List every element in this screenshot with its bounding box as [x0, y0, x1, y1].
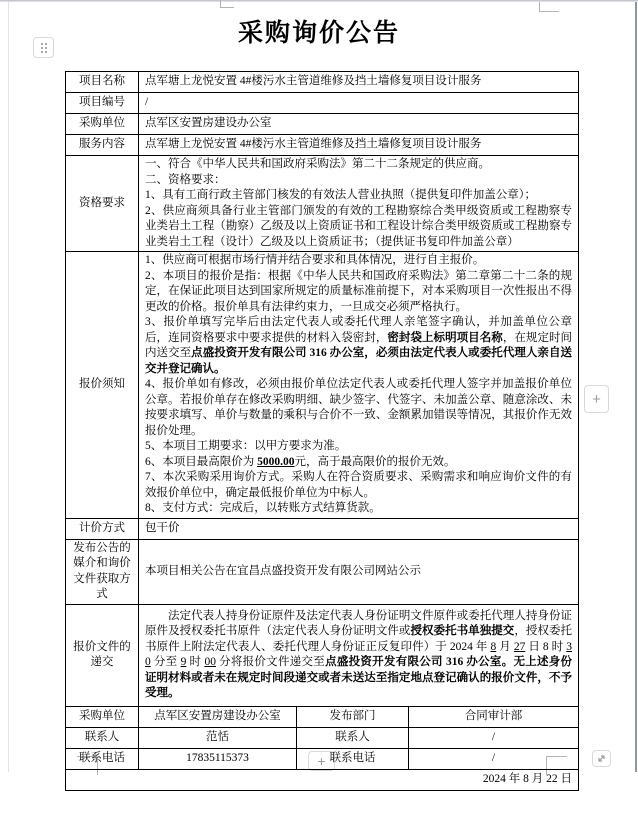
paragraph: 5、本项目工期要求：以甲方要求为准。: [145, 440, 347, 452]
row-value[interactable]: 范恬: [139, 727, 297, 748]
row-value[interactable]: /: [139, 93, 579, 114]
row-value[interactable]: 点军塘上龙悦安置 4#楼污水主管道维修及挡土墙修复项目设计服务: [139, 135, 579, 156]
table-row-announcement-media: [66, 539, 579, 604]
row-label[interactable]: 资格要求: [66, 156, 139, 252]
row-label[interactable]: 采购单位: [66, 114, 139, 135]
table-row-contact-unit: [66, 706, 579, 727]
row-label[interactable]: 联系电话: [297, 748, 409, 769]
row-label[interactable]: 项目名称: [66, 72, 139, 93]
row-label[interactable]: 联系电话: [66, 748, 139, 769]
row-value[interactable]: 点军区安置房建设办公室: [139, 706, 297, 727]
row-label[interactable]: 联系人: [66, 727, 139, 748]
expand-table-button[interactable]: [592, 750, 611, 767]
row-value[interactable]: [139, 252, 579, 519]
row-label[interactable]: 服务内容: [66, 135, 139, 156]
row-value[interactable]: 包干价: [139, 518, 579, 539]
paragraph: 3、报价单填写完毕后由法定代表人或委托代理人亲笔签字确认，并加盖单位公章后，连同资格要求中要求提供的材料入袋密封，密封袋上标明项目名称，在规定时间内送交至点盛投资开发有限公司 316 办公室，必须由法定代表人或委托代理人亲自送交并登记确认。: [145, 316, 573, 375]
row-value[interactable]: /: [409, 727, 579, 748]
paragraph: 1、供应商可根据市场行情并结合要求和具体情况，进行自主报价。: [145, 254, 485, 266]
table-row-project-number: [66, 93, 579, 114]
table-row-pricing-method: [66, 518, 579, 539]
paragraph: 4、报价单如有修改，必须由报价单位法定代表人或委托代理人签字并加盖报价单位公章。若报价单存在修改采购明细、缺少签字、代签字、未加盖公章、随意涂改、未按要求填写、单价与数量的乘积与合价不一致、金额累加错误等情况，其报价作无效报价处理。: [145, 378, 573, 437]
table-row-purchaser: [66, 114, 579, 135]
paragraph: 1、具有工商行政主管部门核发的有效法人营业执照（提供复印件加盖公章）；: [145, 189, 536, 201]
row-label[interactable]: 报价文件的递交: [66, 604, 139, 706]
row-label[interactable]: 计价方式: [66, 518, 139, 539]
table-row-project-name: [66, 72, 579, 93]
table-row-contact-person: [66, 727, 579, 748]
page-left-edge: [8, 2, 9, 772]
paragraph: 二、资格要求：: [145, 173, 226, 186]
crop-mark-top-left: [220, 0, 234, 8]
row-value[interactable]: 本项目相关公告在宜昌点盛投资开发有限公司网站公示: [139, 539, 579, 604]
table-row-contact-phone: [66, 748, 579, 769]
table-row-quotation-notice: [66, 252, 579, 519]
paragraph: 一、符合《中华人民共和国政府采购法》第二十二条规定的供应商。: [145, 158, 490, 170]
row-value[interactable]: 合同审计部: [409, 706, 579, 727]
add-row-button[interactable]: +: [308, 751, 335, 771]
announcement-date[interactable]: 2024 年 8 月 22 日: [66, 769, 579, 790]
paragraph: 法定代表人持身份证原件及法定代表人身份证明文件原件或委托代理人持身份证原件及授权委托书原件（法定代表人身份证明文件或授权委托书单独提交，授权委托书原件上附法定代表人、委托代理人身份证正反复印件）于 2024 年 8 月 27 日 8 时 30 分至 9 时 00 分将报价文件递交至点盛投资开发有限公司 316 办公室。无上述身份证明材料或者未在规定时间段递交或者未送达至指定地点登记确认的报价文件，不予受理。: [145, 609, 573, 699]
add-column-button[interactable]: +: [584, 385, 609, 413]
row-label[interactable]: 项目编号: [66, 93, 139, 114]
row-value[interactable]: 点军塘上龙悦安置 4#楼污水主管道维修及挡土墙修复项目设计服务: [139, 72, 579, 93]
row-value[interactable]: [139, 156, 579, 252]
row-value[interactable]: 17835115373: [139, 748, 297, 769]
crop-mark-top-right: [539, 2, 559, 12]
paragraph: 2、供应商须具备行业主管部门颁发的有效的工程勘察综合类甲级资质或工程勘察专业类岩土工程（勘察）乙级及以上资质证书和工程设计综合类甲级资质或工程勘察专业类岩土工程（设计）乙级及以上资质证书；（提供证书复印件加盖公章）: [145, 204, 573, 248]
row-value[interactable]: 点军区安置房建设办公室: [139, 114, 579, 135]
paragraph: 6、本项目最高限价为 5000.00元，高于最高限价的报价无效。: [145, 455, 456, 468]
table-row-date: [66, 769, 579, 790]
row-label[interactable]: 采购单位: [66, 706, 139, 727]
row-value[interactable]: /: [409, 748, 579, 769]
table-row-submission: [66, 604, 579, 706]
paragraph: 7、本次采购采用询价方式。采购人在符合资质要求、采购需求和响应询价文件的有效报价单位中，确定最低报价单位为中标人。: [145, 471, 573, 499]
paragraph: 8、支付方式：完成后，以转账方式结算货款。: [145, 502, 381, 514]
row-label[interactable]: 发布部门: [297, 706, 409, 727]
table-row-service-content: [66, 135, 579, 156]
row-label[interactable]: 发布公告的媒介和询价文件获取方式: [66, 539, 139, 604]
page-title: 采购询价公告: [237, 20, 400, 47]
expand-icon: [595, 752, 608, 765]
page-right-shadow: [635, 2, 637, 772]
procurement-table: [65, 71, 579, 791]
row-label[interactable]: 报价须知: [66, 252, 139, 519]
table-row-qualification: [66, 156, 579, 252]
row-value[interactable]: [139, 604, 579, 706]
paragraph: 2、本项目的报价是指：根据《中华人民共和国政府采购法》第二章第二十二条的规定，在保证此项目达到国家所规定的质量标准前提下，对本采购项目一次性报出不得更改的价格。报价单具有法律约束力，一旦成交必须严格执行。: [145, 269, 573, 313]
row-label[interactable]: 联系人: [297, 727, 409, 748]
